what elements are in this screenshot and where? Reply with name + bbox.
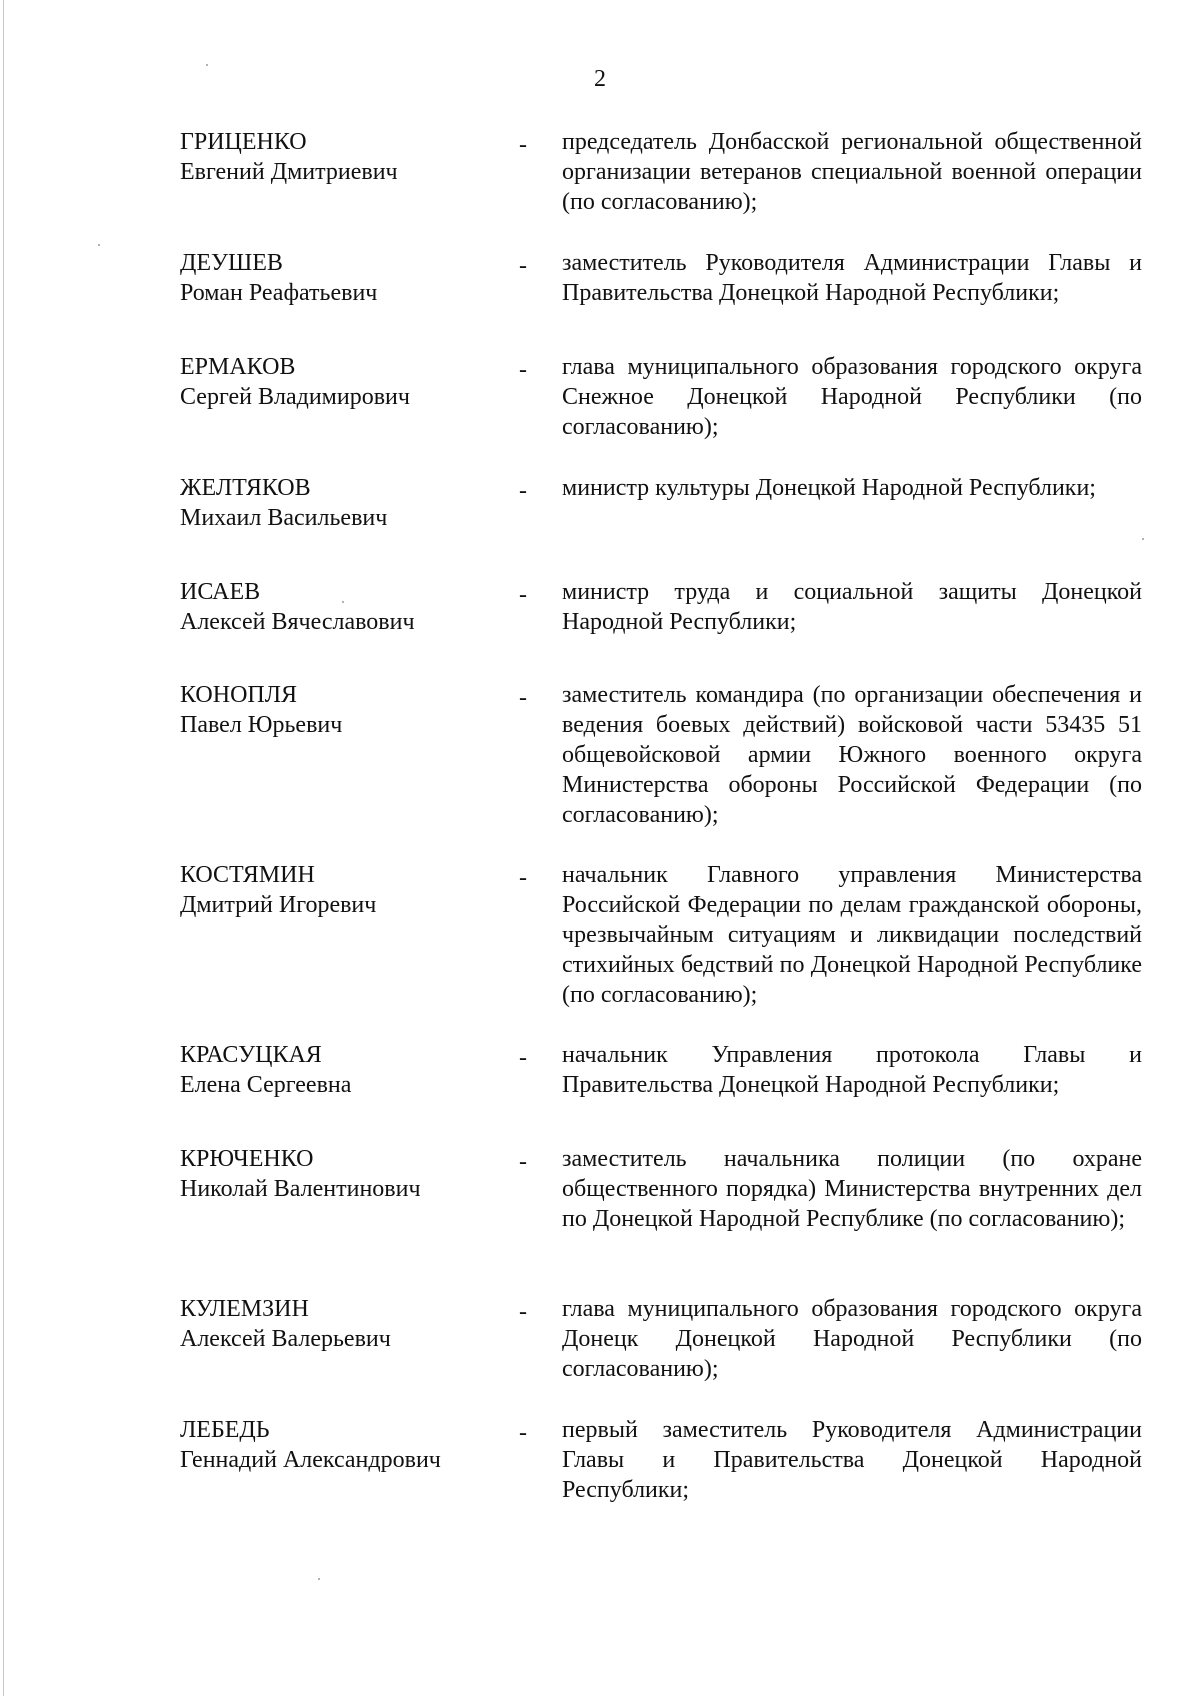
- member-position: первый заместитель Руководителя Администрации Главы и Правительства Донецкой Народной Республики;: [562, 1417, 1142, 1503]
- member-position: председатель Донбасской региональной общественной организации ветеранов специальной военной операции (по согласованию);: [562, 129, 1142, 215]
- separator-dash: -: [519, 865, 527, 891]
- member-given-names: Геннадий Александрович: [180, 1447, 441, 1473]
- separator-dash: -: [519, 1149, 527, 1175]
- separator-dash: -: [519, 1045, 527, 1071]
- member-surname: ЖЕЛТЯКОВ: [180, 475, 311, 501]
- member-name: [180, 473, 510, 533]
- member-given-names: Николай Валентинович: [180, 1176, 421, 1202]
- member-position: заместитель Руководителя Администрации Главы и Правительства Донецкой Народной Республики;: [562, 250, 1142, 306]
- member-name: [180, 1415, 510, 1475]
- member-surname: КОСТЯМИН: [180, 862, 315, 888]
- member-given-names: Дмитрий Игоревич: [180, 892, 377, 918]
- member-name: [180, 352, 510, 412]
- member-name: [180, 248, 510, 308]
- member-given-names: Елена Сергеевна: [180, 1072, 352, 1098]
- separator-dash: -: [519, 685, 527, 711]
- member-position: глава муниципального образования городского округа Снежное Донецкой Народной Республики (по согласованию);: [562, 354, 1142, 440]
- scan-speck: [98, 244, 100, 246]
- member-name: [180, 1144, 510, 1204]
- member-surname: ИСАЕВ: [180, 579, 261, 605]
- member-position: глава муниципального образования городского округа Донецк Донецкой Народной Республики (по согласованию);: [562, 1296, 1142, 1382]
- member-name: [180, 860, 510, 920]
- scan-speck: [1142, 538, 1144, 540]
- member-surname: КОНОПЛЯ: [180, 682, 298, 708]
- page-number: 2: [594, 66, 606, 92]
- member-surname: ЕРМАКОВ: [180, 354, 296, 380]
- member-given-names: Роман Реафатьевич: [180, 280, 378, 306]
- separator-dash: -: [519, 1420, 527, 1446]
- member-name: [180, 127, 510, 187]
- member-name: [180, 1294, 510, 1354]
- member-given-names: Алексей Вячеславович: [180, 609, 415, 635]
- member-surname: КУЛЕМЗИН: [180, 1296, 309, 1322]
- member-position: начальник Главного управления Министерства Российской Федерации по делам гражданской обороны, чрезвычайным ситуациям и ликвидации последствий стихийных бедствий по Донецкой Народной Республике (по согласованию);: [562, 862, 1142, 1008]
- member-name: [180, 1040, 510, 1100]
- member-position: министр культуры Донецкой Народной Республики;: [562, 475, 1096, 501]
- member-name: [180, 577, 510, 637]
- member-position: министр труда и социальной защиты Донецкой Народной Республики;: [562, 579, 1142, 635]
- separator-dash: -: [519, 253, 527, 279]
- separator-dash: -: [519, 357, 527, 383]
- member-position: начальник Управления протокола Главы и Правительства Донецкой Народной Республики;: [562, 1042, 1142, 1098]
- separator-dash: -: [519, 478, 527, 504]
- member-given-names: Михаил Васильевич: [180, 505, 388, 531]
- member-position: заместитель командира (по организации обеспечения и ведения боевых действий) войсковой части 53435 51 общевойсковой армии Южного военного округа Министерства обороны Российской Федерации (по согласованию);: [562, 682, 1142, 828]
- member-surname: ГРИЦЕНКО: [180, 129, 307, 155]
- separator-dash: -: [519, 1299, 527, 1325]
- member-given-names: Павел Юрьевич: [180, 712, 343, 738]
- separator-dash: -: [519, 132, 527, 158]
- member-surname: ЛЕБЕДЬ: [180, 1417, 270, 1443]
- separator-dash: -: [519, 582, 527, 608]
- member-surname: КРАСУЦКАЯ: [180, 1042, 322, 1068]
- member-name: [180, 680, 510, 740]
- scan-left-edge: [3, 0, 4, 1696]
- member-given-names: Сергей Владимирович: [180, 384, 410, 410]
- member-position: заместитель начальника полиции (по охране общественного порядка) Министерства внутренних дел по Донецкой Народной Республике (по согласованию);: [562, 1146, 1142, 1232]
- scan-speck: [318, 1578, 320, 1580]
- member-given-names: Алексей Валерьевич: [180, 1326, 391, 1352]
- member-surname: КРЮЧЕНКО: [180, 1146, 314, 1172]
- member-given-names: Евгений Дмитриевич: [180, 159, 398, 185]
- member-surname: ДЕУШЕВ: [180, 250, 283, 276]
